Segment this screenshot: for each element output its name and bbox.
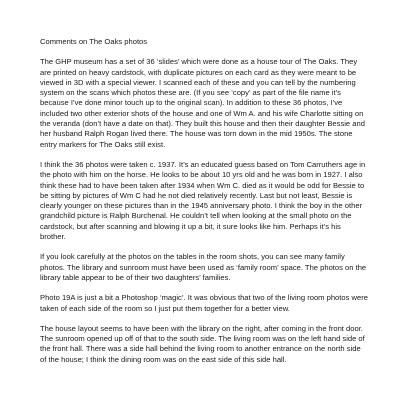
document-page	[40, 37, 368, 375]
paragraph-family-photos: If you look carefully at the photos on the tables in the room shots, you can see many family photos. The library and sunroom must have been used as ‘family room’ space. The photos on the library table appear to be of their two daughters’ families.	[40, 252, 367, 282]
paragraph-photo-19a: Photo 19A is just a bit a Photoshop ‘magic’. It was obvious that two of the living room photos were taken of each side of the room so I just put them together for a better view.	[40, 293, 368, 313]
paragraph-dating: I think the 36 photos were taken c. 1937. It’s an educated guess based on Tom Carruthers age in the photo with him on the horse. He looks to be about 10 yrs old and he was born in 1927. I also think these had to have been taken after 1934 when Wm C. died as it would be odd for Bessie to be sitting by pictures of Wm C had he not died relatively recently. Last but not least, Bessie is clearly younger on these pictures than in the 1945 anniversary photo. I think the boy in the other grandchild picture is Ralph Burchenal. He couldn’t tell when looking at the small photo on the cardstock, but after scanning and blowing it up a bit, it sure looks like him. Perhaps it’s his brother.	[40, 159, 366, 242]
paragraph-intro: The GHP museum has a set of 36 ‘slides’ which were done as a house tour of The Oaks. They are printed on heavy cardstock, with duplicate pictures on each card as they were meant to be viewed in 3D with a special viewer. I scanned each of these and you can tell by the numbering system on the scans which photos these are. (If you see ‘copy’ as part of the file name it’s because I’ve done minor touch up to the original scan). In addition to these 36 photos, I’ve included two other exterior shots of the house and one of Wm A. and his wife Charlotte sitting on the veranda (don’t have a date on that). They built this house and then their daughter Bessie and her husband Ralph Rogan lived there. The house was torn down in the mid 1950s. The stone entry markers for The Oaks still exist.	[40, 57, 365, 149]
paragraph-house-layout: The house layout seems to have been with the library on the right, after coming in the front door. The sunroom opened up off of that to the south side. The living room was on the left hand side of the front hall. There was a side hall behind the living room to another entrance on the north side of the house; I think the dining room was on the east side of this side hall.	[40, 323, 365, 364]
document-title: Comments on The Oaks photos	[40, 37, 148, 46]
